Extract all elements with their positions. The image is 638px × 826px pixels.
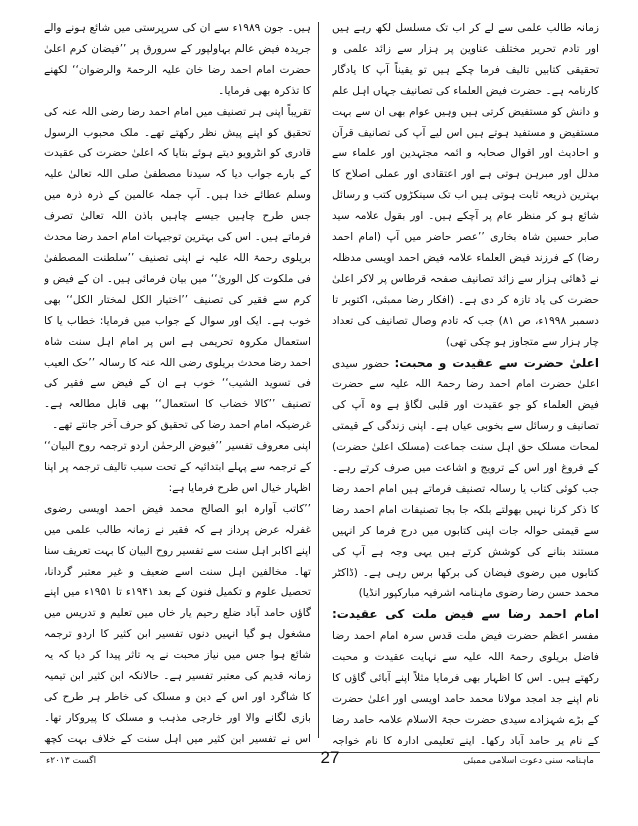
paragraph-text: مفسر اعظم حضرت فیض ملت قدس سرہ امام احمد رضا فاضل بریلوی رحمۃ اللہ علیہ سے نہایت عقیدت و محبت رکھتے ہیں۔ اس کا اظہار بھی فرمایا مثلاً اپنے آبائی گاؤں کا نام اپنے جد امجد مولانا محمد حامد اویسی اور اعلیٰ حضرت کے بڑے شہزادے سیدی حضرت حجۃ الاسلام علامہ حامد رضا کے نام پر حامد آباد رکھا۔ اپنے تعلیمی ادارہ کا نام خواجہ [332, 630, 599, 746]
page-number: 27 [320, 748, 340, 767]
section-heading: اعلیٰ حضرت سے عقیدت و محبت: [394, 355, 599, 370]
section-heading: امام احمد رضا سے فیض ملت کی عقیدت: [332, 607, 599, 622]
left-column [44, 18, 311, 746]
article-paragraph: زمانہ طالب علمی سے لے کر اب تک مسلسل لکھ رہے ہیں اور تادم تحریر مختلف عناوین پر ہزار سے زائد علمی و تحقیقی کتابیں تالیف فرما چکے ہیں تو یقیناً آپ کا یادگار کارنامہ ہے۔ حضرت فیض العلماء کی تصانیف جہاں اہل علم و دانش کو مستفیض کرتی ہیں وہیں عوام بھی ان سے بہت مستفیض و مستفید ہوتے ہیں اس لیے آپ کی تصانیف قرآن و احادیث اور اقوال صحابہ و ائمہ مجتہدین اور علماء سے مدلل اور مبرہن ہوتی ہے اور اعتقادی اور عملی اصلاح کا بہترین ذریعہ ثابت ہوتی ہیں اب تک سینکڑوں کتب و رسائل شائع ہو کر منظر عام پر آچکے ہیں۔ اور بقول علامہ سید صابر حسین شاہ بخاری ’’عصر حاضر میں آپ (امام احمد رضا) کے فرزند فیض العلماء علامہ فیض احمد اویسی مدظلہ نے ڈھائی ہزار سے زائد تصانیف صفحہ قرطاس پر لاکر اعلیٰ حضرت کی یاد تازہ کر دی ہے۔ (افکار رضا ممبئی، اکتوبر تا دسمبر ۱۹۹۸ء، ص ۸۱) جب کہ تادم وصال تصانیف کی تعداد چار ہزار سے متجاوز ہو چکی تھی) [332, 22, 599, 348]
quoted-passage: ’’کاتب آوارہ ابو الصالح محمد فیض احمد اویسی رضوی غفرلہ عرض پرداز ہے کہ فقیر نے زمانہ طالب علمی میں اپنے اکابر اہل سنت سے تفسیر روح البیان کا بہت تعریف سنا تھا۔ مخالفین اہل سنت اسے ضعیف و غیر معتبر گردانا، تحصیل علوم و تکمیل فنون کے بعد ۱۹۴۱ء تا ۱۹۵۱ء میں اپنے گاؤں حامد آباد ضلع رحیم یار خاں میں تعلیم و تدریس میں مشغول ہو گیا انہیں دنوں تفسیر ابن کثیر کا اردو ترجمہ شائع ہوا جس میں نیاز محبت نے یہ تاثر پیدا کر دیا کہ یہ زمانہ قدیم کی معتبر تفسیر ہے۔ حالانکہ ابن کثیر ابن تیمیہ کا شاگرد اور اس کے دین و مسلک کی خاطر ہر طرح کی بازی لگانے والا اور خارجی مذہب و مسلک کا پیروکار تھا۔ اس نے تفسیر ابن کثیر میں اہل سنت کے خلاف بہت کچھ [44, 502, 311, 745]
paragraph-text: حضور سیدی اعلیٰ حضرت امام احمد رضا رحمۃ اللہ علیہ سے حضرت فیض العلماء کو جو عقیدت اور قلبی لگاؤ ہے وہ آپ کی تصانیف و رسائل سے بخوبی عیاں ہے۔ اپنی زندگی کے قیمتی لمحات مسلک حق اہل سنت جماعت (مسلک اعلیٰ حضرت) کے فروغ اور اس کے ترویج و اشاعت میں صرف کرتے رہے۔ جب کوئی کتاب یا رسالہ تصنیف فرماتے ہیں امام احمد رضا کا ذکر کرنا نہیں بھولتے بلکہ جا بجا تصنیفات امام احمد رضا سے قیمتی حوالہ جات اپنی کتابوں میں درج فرما کر انہیں مستند بنانے کی کوشش کرتے ہیں یہی وجہ ہے آپ کی کتابوں میں رضوی فیضان کی برکھا برس رہی ہے۔ (ڈاکٹر محمد حسن رضا رضوی ماہنامہ اشرفیہ مبارکپور انڈیا) [332, 357, 599, 600]
article-paragraph: ہیں۔ جون ۱۹۸۹ء سے ان کی سرپرستی میں شائع ہونے والے جریدہ فیض عالم بہاولپور کے سرورق پر ’’فیضان کرم اعلیٰ حضرت امام احمد رضا خان علیہ الرحمۃ والرضوان‘‘ لکھنے کا تذکرہ بھی فرمایا۔ [44, 22, 311, 97]
magazine-name: ماہنامہ سنی دعوت اسلامی ممبئی [463, 756, 594, 766]
footer-date: اگست ۲۰۱۳ء [46, 756, 97, 766]
article-paragraph: تقریباً اپنی ہر تصنیف میں امام احمد رضا رضی اللہ عنہ کی تحقیق کو اپنے پیش نظر رکھتے تھے۔ ملک محبوب الرسول قادری کو انٹرویو دیتے ہوئے بتایا کہ اعلیٰ حضرت کی عقیدت کے بارے جواب دیا کہ سیدنا مصطفیٰ صلی اللہ تعالیٰ علیہ وسلم عطائے خدا ہیں۔ آپ جملہ عالمین کے ذرہ ذرہ میں جس طرح چاہیں جیسے چاہیں باذن اللہ تعالیٰ تصرف فرماتے ہیں۔ اس کی بہترین توجیہات امام احمد رضا محدث بریلوی رحمۃ اللہ علیہ نے اپنی تصنیف ’’سلطنت المصطفیٰ فی ملکوت کل الوریٰ‘‘ میں بیان فرمائی ہیں۔ ان کے فیض و کرم سے فقیر کی تصنیف ’’اختیار الکل لمختار الکل‘‘ بھی خوب ہے۔ ایک اور سوال کے جواب میں فرمایا: خطاب یا کا استعمال مکروہ تحریمی ہے اس پر امام اہل سنت شاہ احمد رضا محدث بریلوی رضی اللہ عنہ کا رسالہ ’’حک العیب فی تسوید الشیب‘‘ خوب ہے ان کے فیض سے فقیر کی تصنیف ’’کالا خضاب کا استعمال‘‘ بھی قابل مطالعہ ہے۔ غرضیکہ امام احمد رضا کی تحقیق کو حرف آخر جانتے تھے۔ [44, 105, 311, 432]
article-paragraph [332, 353, 599, 605]
article-paragraph [332, 604, 599, 746]
column-divider [318, 22, 319, 738]
page-footer [40, 748, 600, 776]
right-column [332, 18, 599, 746]
article-paragraph: اپنی معروف تفسیر ’’فیوض الرحمٰن اردو ترجمہ روح البیان‘‘ کے ترجمہ سے پہلے ابتدائیہ کے تحت سبب تالیف ترجمہ پر اپنا اظہار خیال اس طرح فرمایا ہے: [44, 440, 311, 494]
